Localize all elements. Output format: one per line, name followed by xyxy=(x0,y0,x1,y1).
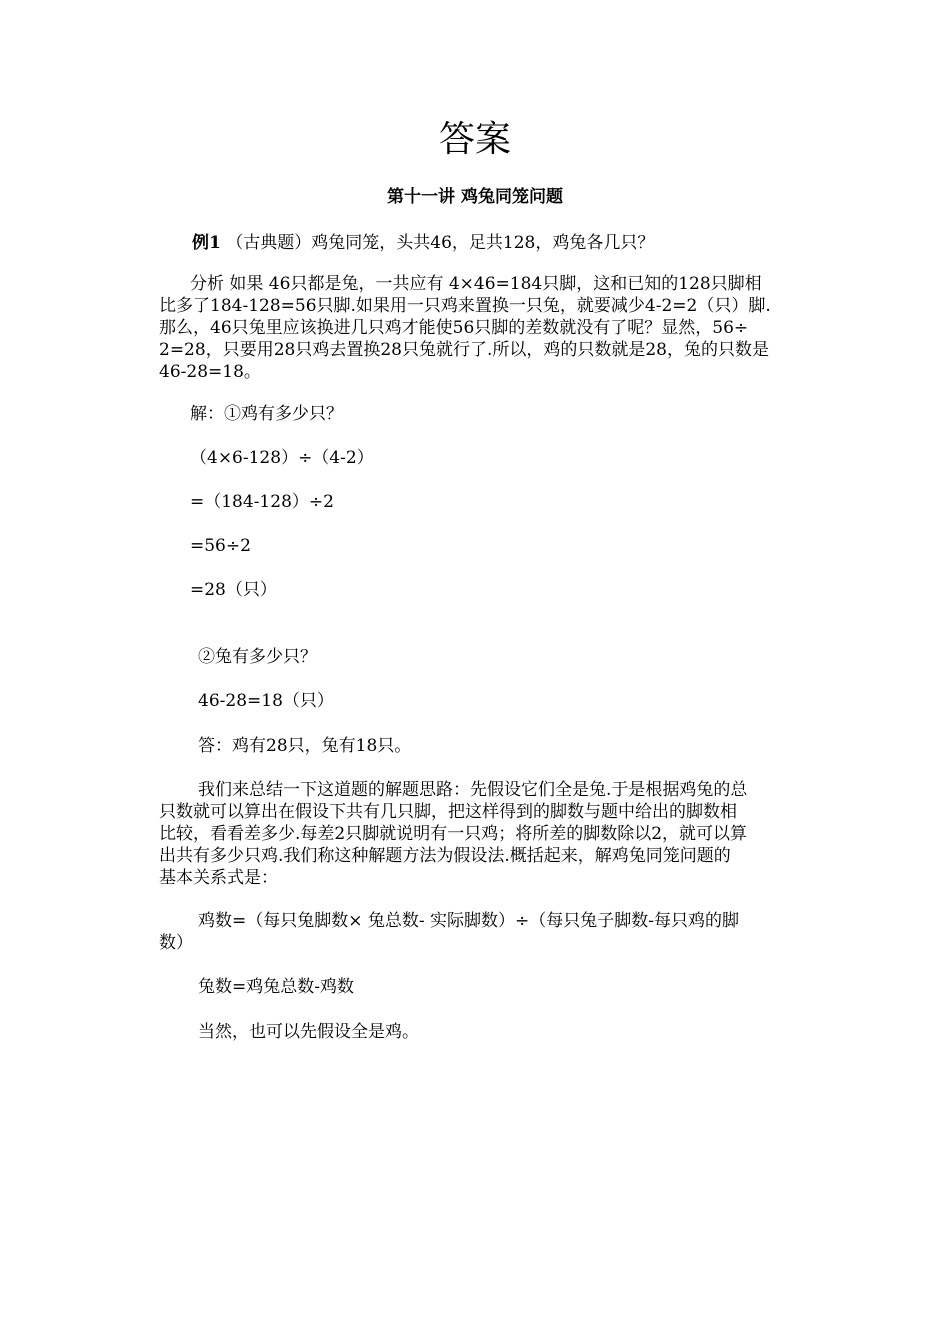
summary-line-3: 比较，看看差多少.每差2只脚就说明有一只鸡；将所差的脚数除以2，就可以算 xyxy=(159,824,748,844)
analysis-line-3: 那么，46只兔里应该换进几只鸡才能使56只脚的差数就没有了呢？显然，56÷ xyxy=(159,318,749,338)
page-title: 答案 xyxy=(438,119,511,160)
analysis-line-5: 46-28=18。 xyxy=(159,362,261,382)
analysis-line-2: 比多了184-128=56只脚.如果用一只鸡来置换一只兔，就要减少4-2=2（只）脚. xyxy=(159,296,771,316)
lecture-title: 第十一讲 鸡兔同笼问题 xyxy=(387,187,563,207)
formula-chicken-line-1: 鸡数=（每只兔脚数× 兔总数- 实际脚数）÷（每只兔子脚数-每只鸡的脚 xyxy=(198,911,740,931)
solution-step-3: =56÷2 xyxy=(190,536,251,556)
example-line xyxy=(192,232,654,254)
formula-chicken-line-2: 数） xyxy=(159,933,193,953)
solution-step-1: （4×6-128）÷（4-2） xyxy=(190,448,374,468)
solution-step-4: =28（只） xyxy=(190,580,277,600)
example-text: （古典题）鸡兔同笼，头共46，足共128，鸡兔各几只？ xyxy=(226,233,655,253)
formula-rabbit: 兔数=鸡兔总数-鸡数 xyxy=(198,977,354,997)
summary-line-1: 我们来总结一下这道题的解题思路：先假设它们全是兔.于是根据鸡兔的总 xyxy=(198,780,748,800)
solution-question-2-calc: 46-28=18（只） xyxy=(198,691,334,711)
summary-line-2: 只数就可以算出在假设下共有几只脚，把这样得到的脚数与题中给出的脚数相 xyxy=(159,802,737,822)
summary-line-5: 基本关系式是： xyxy=(159,868,278,888)
summary-line-4: 出共有多少只鸡.我们称这种解题方法为假设法.概括起来，解鸡兔同笼问题的 xyxy=(159,846,731,866)
example-label: 例1 xyxy=(192,233,221,253)
solution-question-2: ②兔有多少只？ xyxy=(198,647,317,667)
solution-intro: 解：①鸡有多少只？ xyxy=(190,404,343,424)
analysis-line-1: 分析 如果 46只都是兔，一共应有 4×46=184只脚，这和已知的128只脚相 xyxy=(190,274,762,294)
solution-answer: 答：鸡有28只，兔有18只。 xyxy=(198,736,412,756)
closing-note: 当然，也可以先假设全是鸡。 xyxy=(198,1022,419,1042)
analysis-line-4: 2=28，只要用28只鸡去置换28只兔就行了.所以，鸡的只数就是28，兔的只数是 xyxy=(159,340,769,360)
solution-step-2: =（184-128）÷2 xyxy=(190,492,334,512)
